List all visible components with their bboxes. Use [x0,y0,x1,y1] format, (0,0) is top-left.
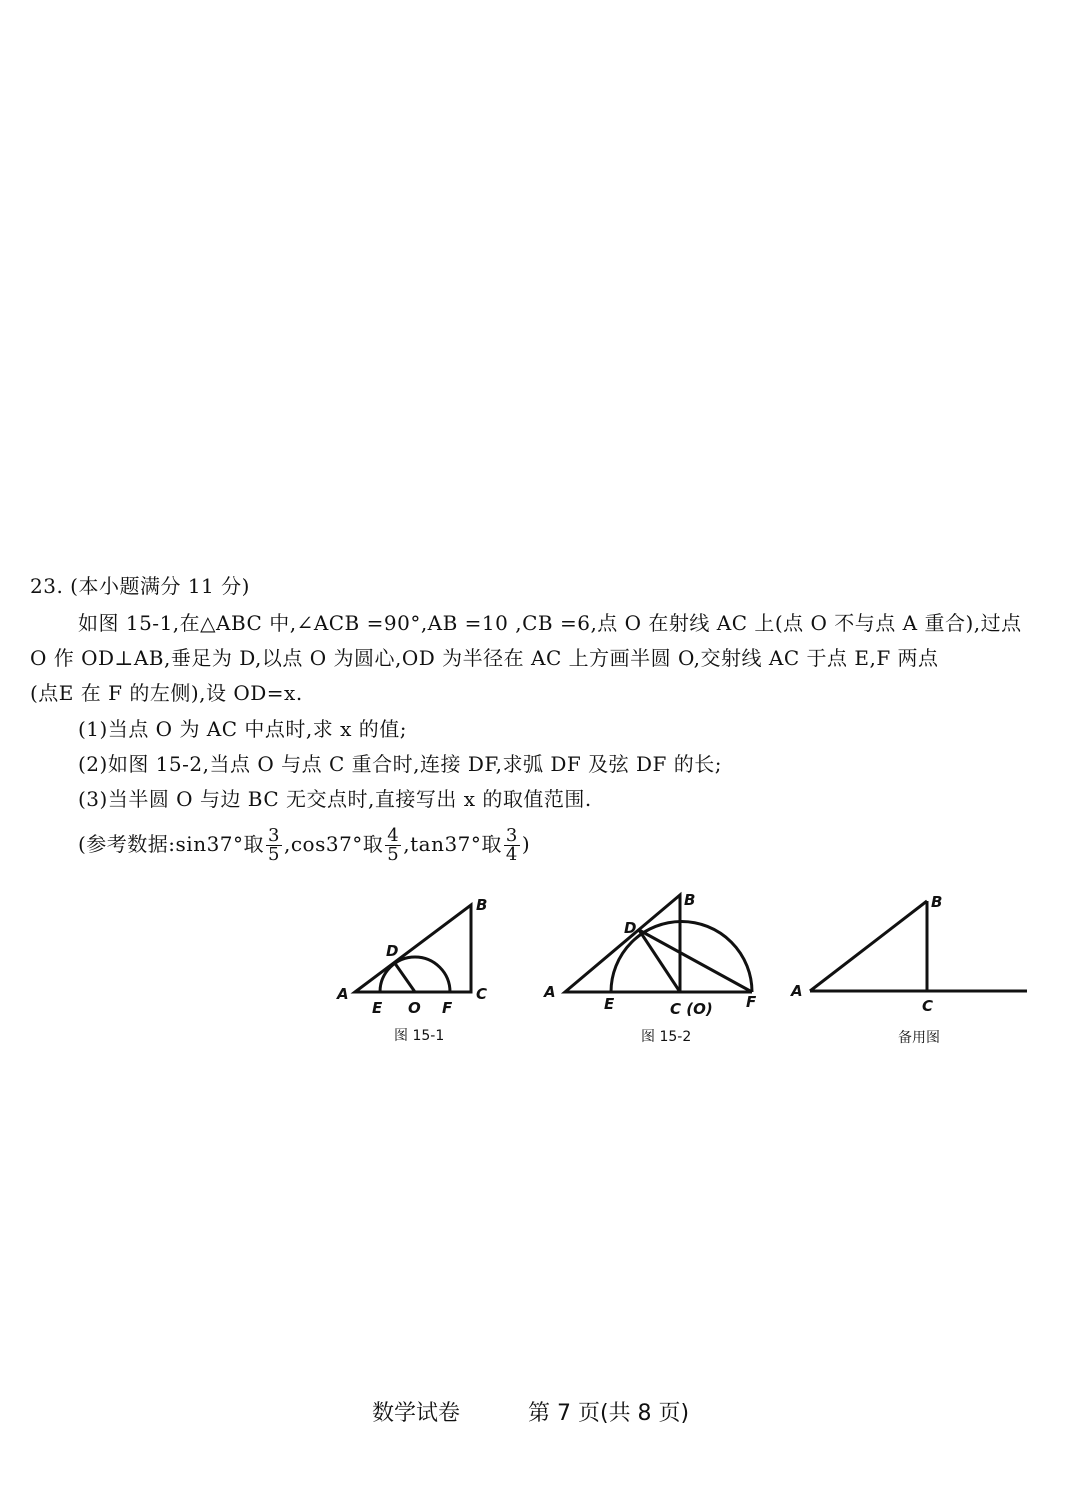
footer-subject: 数学试卷 [372,1401,461,1426]
question-3: (3)当半圆 O 与边 BC 无交点时,直接写出 x 的取值范围. [78,787,592,811]
tan-denominator: 4 [505,844,518,865]
fig2-label-f: F [746,993,757,1011]
fig1-label-a: A [337,985,349,1003]
fig1-label-c: C [476,985,488,1003]
ref-prefix: (参考数据:sin37°取 [78,832,265,856]
fig2-caption: 图 15-2 [641,1029,692,1045]
figure-15-1 [355,905,471,992]
tan-numerator: 3 [505,825,518,846]
fig2-label-a: A [544,983,556,1001]
cos-numerator: 4 [387,825,400,846]
fig1-semicircle [380,957,450,992]
fig2-label-c: C (O) [670,1000,713,1018]
fig3-label-c: C [922,997,934,1015]
fig2-label-e: E [604,995,615,1013]
fig3-label-b: B [931,893,943,911]
problem-text-line3: (点E 在 F 的左侧),设 OD=x. [30,681,303,705]
problem-number: 23. [30,574,64,598]
cos-denominator: 5 [387,844,400,865]
ref-tan-text: ,tan37°取 [403,832,502,856]
fig1-label-d: D [386,942,399,960]
fig3-line-ab [810,901,927,991]
figure-backup [810,901,1027,991]
problem-text-line1: 如图 15-1,在△ABC 中,∠ACB =90°,AB =10 ,CB =6,点 O 在射线 AC 上(点 O 不与点 A 重合),过点 [78,611,1022,635]
ref-cos-text: ,cos37°取 [283,832,384,856]
fig2-segment-dc [639,930,680,992]
fig1-label-f: F [442,999,453,1017]
fig1-segment-od [394,962,415,992]
question-1: (1)当点 O 为 AC 中点时,求 x 的值; [78,717,407,741]
fig3-caption: 备用图 [898,1030,940,1046]
sin-denominator: 5 [268,844,280,865]
fig1-label-o: O [408,999,421,1017]
fig1-triangle [355,905,471,992]
fig1-label-e: E [372,999,383,1017]
figure-15-2 [565,895,752,992]
question-2: (2)如图 15-2,当点 O 与点 C 重合时,连接 DF,求弧 DF 及弦 DF 的长; [78,752,722,776]
fig3-label-a: A [791,982,803,1000]
fig1-label-b: B [476,896,488,914]
fig1-caption: 图 15-1 [394,1028,445,1044]
fig2-label-d: D [624,919,637,937]
ref-suffix: ) [521,832,531,856]
fig2-label-b: B [684,891,696,909]
footer-page: 第 7 页(共 8 页) [528,1401,690,1426]
problem-text-line2: O 作 OD⊥AB,垂足为 D,以点 O 为圆心,OD 为半径在 AC 上方画半圆 O,交射线 AC 于点 E,F 两点 [30,646,939,670]
sin-numerator: 3 [268,825,280,846]
problem-score: (本小题满分 11 分) [70,574,250,598]
fig2-chord-df [639,930,752,992]
